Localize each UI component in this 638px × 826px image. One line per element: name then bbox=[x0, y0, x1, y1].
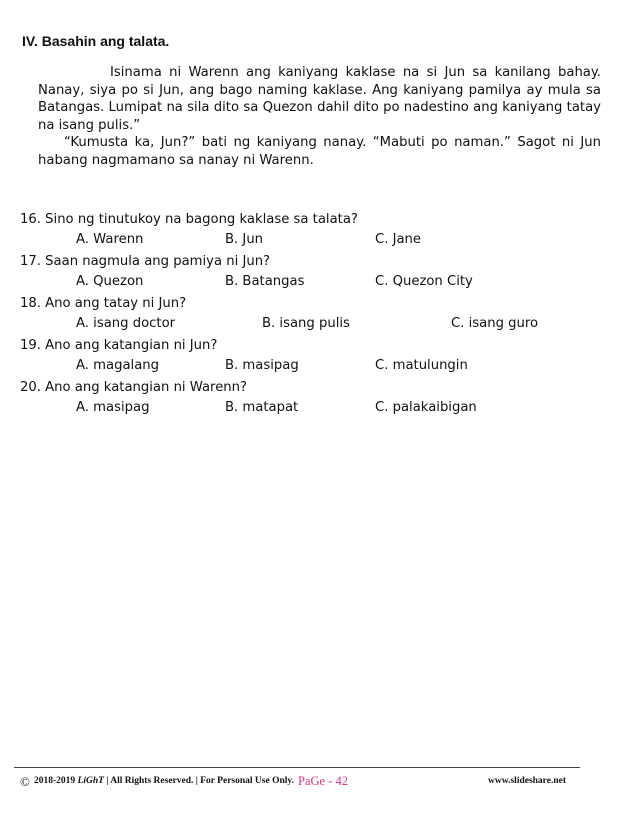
option-a: A. magalang bbox=[76, 358, 160, 373]
page-number: PaGe - 42 bbox=[298, 774, 348, 788]
option-a: A. masipag bbox=[76, 400, 150, 415]
footer-website: www.slideshare.net bbox=[488, 776, 566, 786]
option-a: A. Quezon bbox=[76, 274, 144, 289]
question-stem: 19. Ano ang katangian ni Jun? bbox=[20, 338, 218, 353]
question-stem: 16. Sino ng tinutukoy na bagong kaklase sa talata? bbox=[20, 212, 358, 227]
option-c: C. palakaibigan bbox=[375, 400, 477, 415]
reading-passage bbox=[38, 64, 601, 170]
footer-copyright-text bbox=[34, 776, 294, 786]
question-20 bbox=[20, 380, 620, 422]
footer-year: 2018-2019 bbox=[34, 776, 78, 786]
option-b: B. Jun bbox=[225, 232, 264, 247]
option-c: C. Quezon City bbox=[375, 274, 473, 289]
option-c: C. matulungin bbox=[375, 358, 468, 373]
option-b: B. matapat bbox=[225, 400, 299, 415]
footer-brand: LiGhT bbox=[77, 776, 104, 786]
footer-rights: | All Rights Reserved. | For Personal Use Only. bbox=[103, 776, 294, 786]
page-footer bbox=[20, 775, 566, 791]
option-b: B. isang pulis bbox=[262, 316, 350, 331]
option-c: C. isang guro bbox=[451, 316, 539, 331]
copyright-icon: © bbox=[20, 774, 30, 789]
question-17 bbox=[20, 254, 620, 296]
option-a: A. Warenn bbox=[76, 232, 144, 247]
option-b: B. Batangas bbox=[225, 274, 305, 289]
option-b: B. masipag bbox=[225, 358, 299, 373]
question-stem: 18. Ano ang tatay ni Jun? bbox=[20, 296, 187, 311]
footer-divider bbox=[14, 767, 580, 768]
passage-paragraph-2: “Kumusta ka, Jun?” bati ng kaniyang nanay. “Mabuti po naman.” Sagot ni Jun habang nagmamano sa nanay ni Warenn. bbox=[38, 135, 601, 168]
section-title: IV. Basahin ang talata. bbox=[22, 33, 170, 49]
question-stem: 17. Saan nagmula ang pamiya ni Jun? bbox=[20, 254, 271, 269]
question-16 bbox=[20, 212, 620, 254]
option-c: C. Jane bbox=[375, 232, 422, 247]
passage-paragraph-1: Isinama ni Warenn ang kaniyang kaklase na si Jun sa kanilang bahay. Nanay, siya po si Jun, ang bago naming kaklase. Ang kaniyang pamilya ay mula sa Batangas. Lumipat na sila dito sa Quezon dahil dito po nadestino ang kaniyang tatay na isang pulis.” bbox=[38, 65, 601, 133]
question-18 bbox=[20, 296, 620, 338]
question-19 bbox=[20, 338, 620, 380]
question-list bbox=[20, 212, 620, 422]
question-stem: 20. Ano ang katangian ni Warenn? bbox=[20, 380, 248, 395]
option-a: A. isang doctor bbox=[76, 316, 176, 331]
